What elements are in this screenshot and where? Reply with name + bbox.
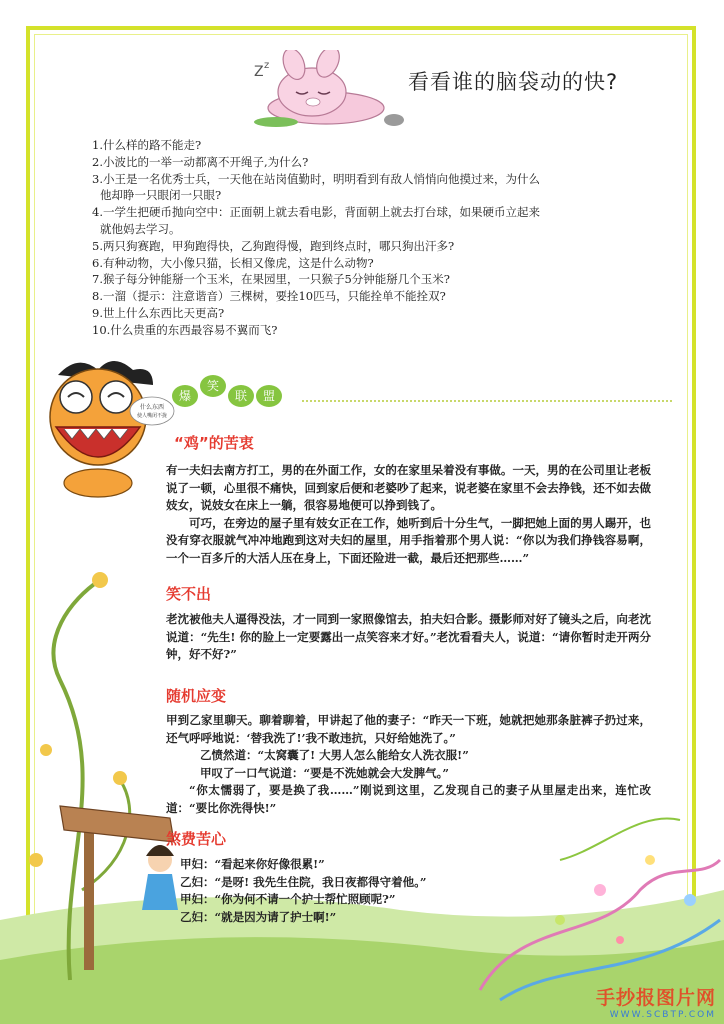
section-title-1: “鸡”的苦衷 <box>174 434 254 452</box>
quiz-list <box>92 137 592 339</box>
laughing-mascot-illustration <box>28 355 178 505</box>
section-title-3: 随机应变 <box>166 687 227 705</box>
section-body-3 <box>166 712 651 817</box>
banner-char-1: 爆 <box>172 385 198 407</box>
quiz-item: 10.什么贵重的东西最容易不翼而飞? <box>92 322 278 337</box>
svg-text:z: z <box>264 60 270 71</box>
quiz-item: 他却睁一只眼闭一只眼? <box>100 188 222 203</box>
sleeping-bunny-illustration <box>246 50 406 130</box>
dialog-line: 乙妇：“就是因为请了护士啊!” <box>180 909 337 924</box>
banner-char-4: 盟 <box>256 385 282 407</box>
quiz-item: 5.两只狗赛跑，甲狗跑得快，乙狗跑得慢，跑到终点时，哪只狗出汗多? <box>92 238 455 253</box>
banner-char-3: 联 <box>228 385 254 407</box>
quiz-item: 4.一学生把硬币抛向空中：正面朝上就去看电影，背面朝上就去打台球，如果硬币立起来 <box>92 205 540 220</box>
quiz-item: 7.猴子每分钟能掰一个玉米，在果园里，一只猴子5分钟能掰几个玉米? <box>92 272 450 287</box>
dialog-line: 甲妇：“看起来你好像很累!” <box>180 857 325 871</box>
mascot-bubble-line-2: 使人嘴闭不拢 <box>136 413 168 419</box>
svg-text:Z: Z <box>254 64 264 80</box>
section-banner <box>170 375 530 415</box>
dialog-line: 乙妇：“是呀! 我先生住院，我日夜都得守着他。” <box>180 874 427 889</box>
watermark-site-name: 手抄报图片网 <box>595 987 716 1009</box>
quiz-item: 3.小王是一名优秀士兵，一天他在站岗值勤时，明明看到有敌人悄悄向他摸过来，为什么 <box>92 171 540 186</box>
quiz-item: 8.一溜（提示：注意谐音）三棵树，要拴10匹马，只能拴单不能拴双? <box>92 289 446 304</box>
paragraph: 可巧，在旁边的屋子里有妓女正在工作，她听到后十分生气，一脚把她上面的男人踢开，也没有穿衣服就气冲冲地跑到这对夫妇的屋里，用手指着那个男人说：“你以为我们挣钱容易啊，一个一百多斤的大活人压在身上，下面还险进一截，最后还把那些……” <box>166 515 651 565</box>
quiz-item: 1.什么样的路不能走? <box>92 138 202 152</box>
section-body-1 <box>166 462 651 567</box>
section-body-2 <box>166 611 651 664</box>
page-title: 看看谁的脑袋动的快? <box>408 70 619 94</box>
quiz-item: 2.小波比的一举一动都离不开绳子,为什么? <box>92 154 309 169</box>
paragraph: 老沈被他夫人逼得没法，才一同到一家照像馆去，拍夫妇合影。摄影师对好了镜头之后，向老沈说道：“先生! 你的脸上一定要露出一点笑容来才好。”老沈看看夫人，说道：“请你暂时走开两分钟，好不好?” <box>166 612 651 661</box>
quiz-item: 9.世上什么东西比天更高? <box>92 305 225 320</box>
banner-dotted-line <box>302 400 672 402</box>
paragraph: 乙愤然道：“太窝囊了! 大男人怎么能给女人洗衣服!” <box>200 748 469 762</box>
paragraph: “你太懦弱了，要是换了我……”刚说到这里，乙发现自己的妻子从里屋走出来，连忙改道：“要比你洗得快!” <box>166 783 651 815</box>
banner-char-2: 笑 <box>200 375 226 397</box>
paragraph: 有一夫妇去南方打工，男的在外面工作，女的在家里呆着没有事做。一天，男的在公司里让老板说了一顿，心里很不痛快，回到家后便和老婆吵了起来，说老婆在家里不会去挣钱，还不如去做妓女，说妓女在床上一躺，很容易地便可以挣到钱了。 <box>166 463 651 512</box>
section-title-4: 煞费苦心 <box>166 830 227 848</box>
quiz-item: 就他妈去学习。 <box>100 221 181 236</box>
paragraph: 甲叹了一口气说道：“要是不洗她就会大发脾气。” <box>200 765 449 780</box>
mascot-bubble-line-1: 什么东西 <box>139 404 165 411</box>
section-body-4 <box>180 856 650 926</box>
site-watermark <box>596 983 716 1020</box>
dialog-line: 甲妇：“你为何不请一个护士帮忙照顾呢?” <box>180 892 396 906</box>
watermark-url: WWW.SCBTP.COM <box>609 1010 716 1020</box>
paragraph: 甲到乙家里聊天。聊着聊着，甲讲起了他的妻子：“昨天一下班，她就把她那条脏裤子扔过来，还气呼呼地说：‘替我洗了!’我不敢违抗，只好给她洗了。” <box>166 713 651 745</box>
section-title-2: 笑不出 <box>166 585 212 603</box>
quiz-item: 6.有种动物，大小像只猫，长相又像虎，这是什么动物? <box>92 255 374 270</box>
